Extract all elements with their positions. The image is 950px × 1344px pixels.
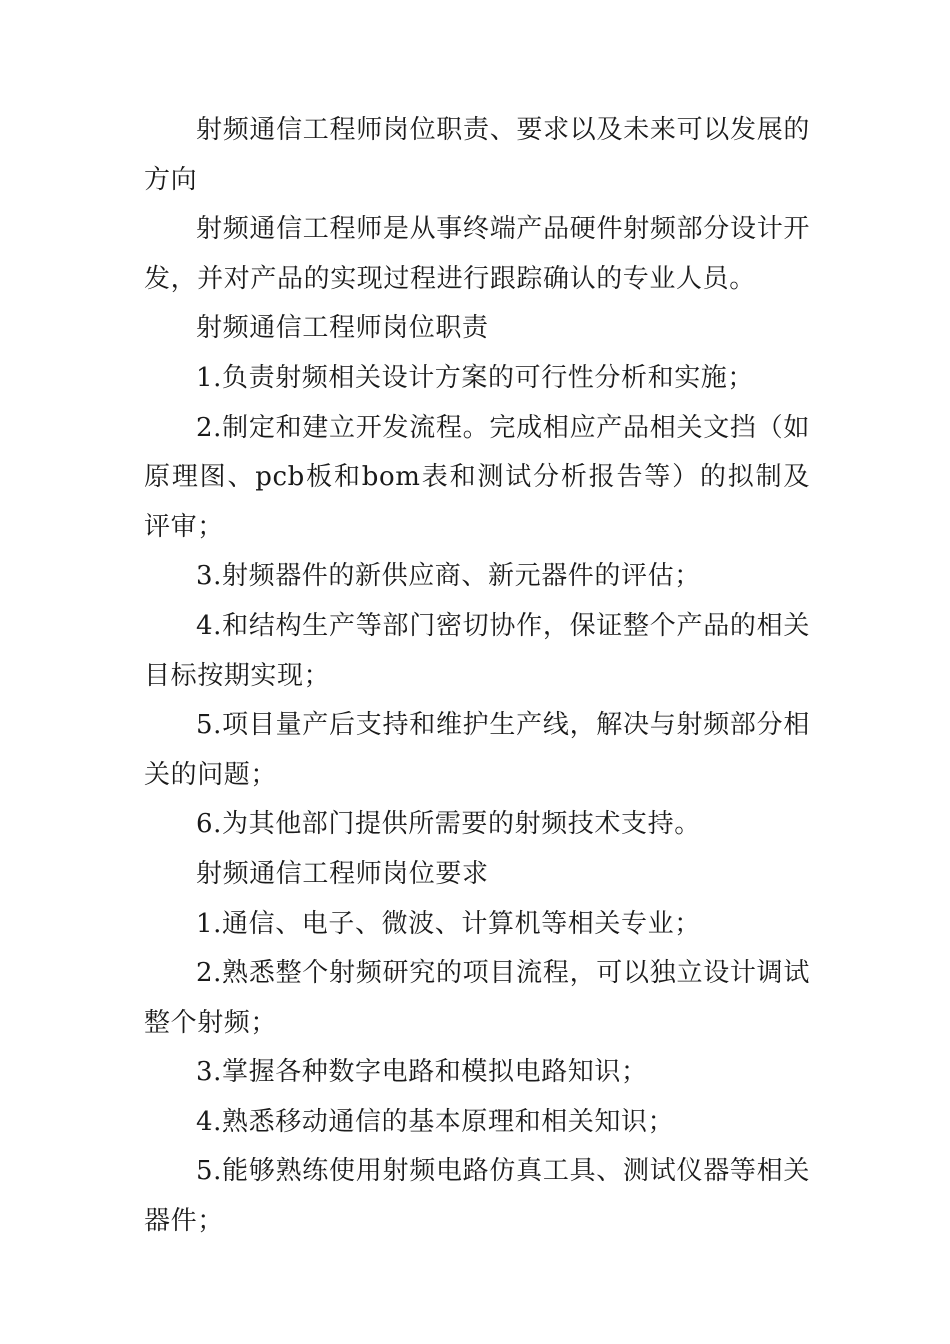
document-body (144, 106, 810, 1247)
duty-item-4: 4.和结构生产等部门密切协作，保证整个产品的相关目标按期实现； (144, 610, 810, 691)
duty-item-3: 3.射频器件的新供应商、新元器件的评估； (196, 561, 701, 592)
requirement-item-5: 5.能够熟练使用射频电路仿真工具、测试仪器等相关器件； (144, 1156, 810, 1237)
requirement-item-2: 2.熟悉整个射频研究的项目流程，可以独立设计调试整个射频； (144, 958, 810, 1038)
section-heading-duties: 射频通信工程师岗位职责 (196, 313, 489, 344)
duty-item-5: 5.项目量产后支持和维护生产线，解决与射频部分相关的问题； (144, 710, 810, 790)
intro-paragraph: 射频通信工程师是从事终端产品硬件射频部分设计开发，并对产品的实现过程进行跟踪确认的专业人员。 (144, 214, 810, 294)
duty-item-6: 6.为其他部门提供所需要的射频技术支持。 (196, 809, 701, 840)
requirement-item-3: 3.掌握各种数字电路和模拟电路知识； (196, 1057, 648, 1088)
document-title: 射频通信工程师岗位职责、要求以及未来可以发展的方向 (144, 115, 810, 195)
requirement-item-1: 1.通信、电子、微波、计算机等相关专业； (196, 908, 701, 939)
duty-item-2: 2.制定和建立开发流程。完成相应产品相关文挡（如原理图、pcb板和bom表和测试分析报告等）的拟制及评审； (144, 412, 810, 542)
section-heading-requirements: 射频通信工程师岗位要求 (196, 858, 489, 889)
duty-item-1: 1.负责射频相关设计方案的可行性分析和实施； (196, 362, 755, 393)
requirement-item-4: 4.熟悉移动通信的基本原理和相关知识； (196, 1106, 675, 1137)
